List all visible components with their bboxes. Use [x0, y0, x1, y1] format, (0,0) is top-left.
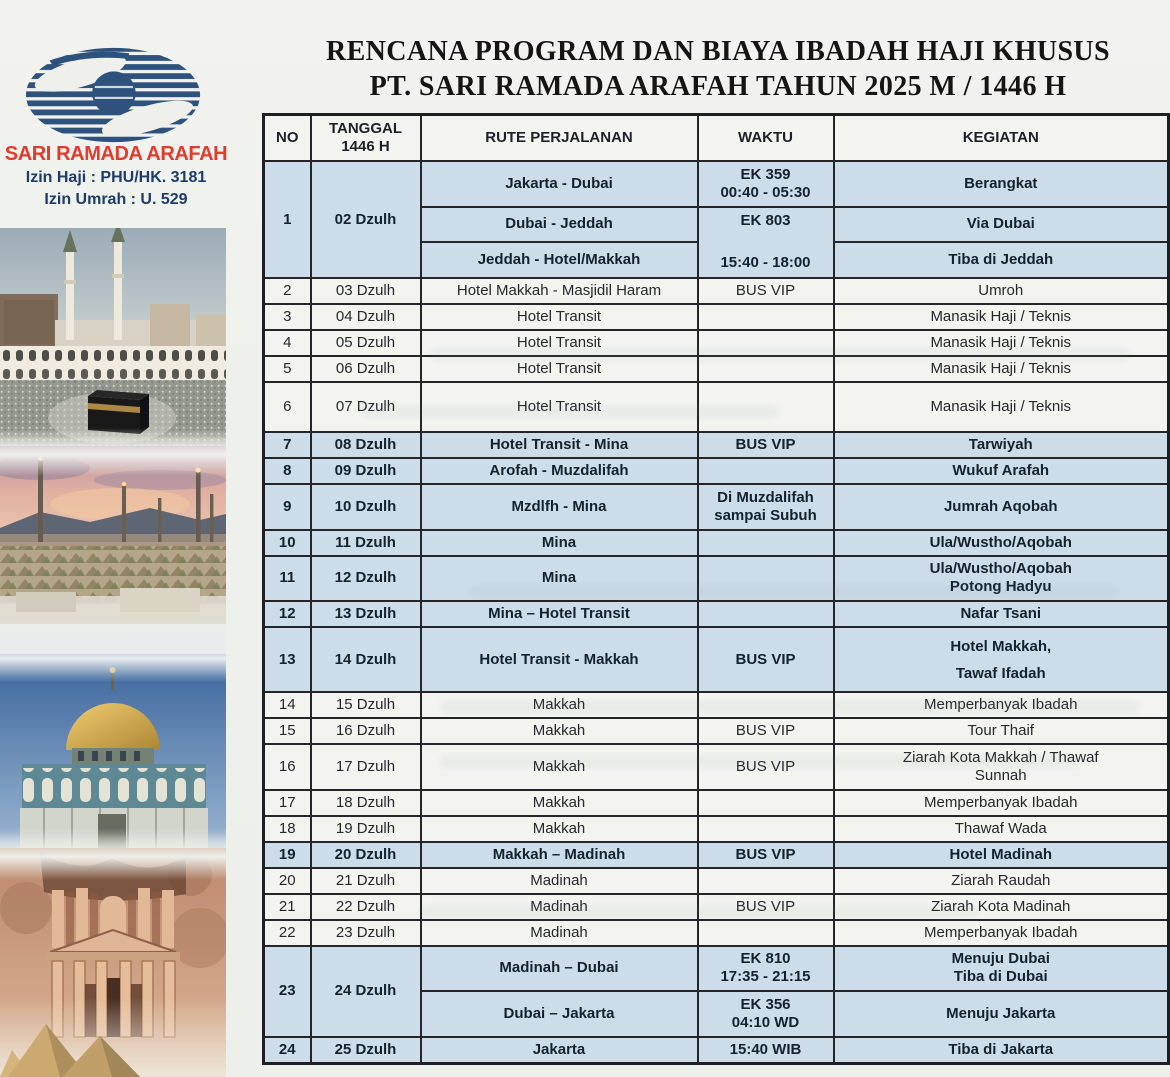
masjid-nabawi-photo	[0, 446, 226, 660]
table-row	[264, 790, 1169, 816]
tanggal-cell: 14 Dzulh	[311, 627, 421, 692]
no-cell: 16	[264, 744, 311, 790]
sari-ramada-arafah-logo-icon	[22, 46, 204, 144]
schedule-table	[262, 113, 1170, 1065]
page-title	[268, 36, 1168, 103]
tanggal-cell: 24 Dzulh	[311, 946, 421, 1037]
rute-cell: Hotel Transit - Makkah	[421, 627, 698, 692]
kegiatan-cell: Ula/Wustho/Aqobah	[834, 530, 1169, 556]
table-row	[264, 842, 1169, 868]
no-cell: 19	[264, 842, 311, 868]
no-cell: 22	[264, 920, 311, 946]
tanggal-cell: 22 Dzulh	[311, 894, 421, 920]
rute-cell: Mina – Hotel Transit	[421, 601, 698, 627]
rute-cell: Madinah	[421, 920, 698, 946]
rute-cell: Makkah	[421, 744, 698, 790]
no-cell: 20	[264, 868, 311, 894]
tanggal-cell: 11 Dzulh	[311, 530, 421, 556]
table-row	[264, 1037, 1169, 1064]
izin-umrah: Izin Umrah : U. 529	[44, 190, 188, 208]
header-kegiatan: KEGIATAN	[834, 115, 1169, 162]
rute-cell: Madinah	[421, 894, 698, 920]
rute-cell: Hotel Transit - Mina	[421, 432, 698, 458]
header-no: NO	[264, 115, 311, 162]
table-row	[264, 330, 1169, 356]
kegiatan-cell: Ula/Wustho/Aqobah Potong Hadyu	[834, 556, 1169, 602]
petra-treasury-photo	[0, 848, 226, 1077]
tanggal-cell: 06 Dzulh	[311, 356, 421, 382]
table-header	[264, 115, 1169, 162]
waktu-cell	[698, 868, 834, 894]
tanggal-cell: 05 Dzulh	[311, 330, 421, 356]
kegiatan-cell: Manasik Haji / Teknis	[834, 356, 1169, 382]
header-rute: RUTE PERJALANAN	[421, 115, 698, 162]
rute-cell: Hotel Makkah - Masjidil Haram	[421, 278, 698, 304]
tanggal-cell: 15 Dzulh	[311, 692, 421, 718]
no-cell: 15	[264, 718, 311, 744]
waktu-cell	[698, 556, 834, 602]
kegiatan-cell: Memperbanyak Ibadah	[834, 920, 1169, 946]
table-row	[264, 278, 1169, 304]
no-cell: 18	[264, 816, 311, 842]
header-tanggal: TANGGAL 1446 H	[311, 115, 421, 162]
table-row	[264, 894, 1169, 920]
no-cell: 1	[264, 161, 311, 278]
rute-cell: Makkah – Madinah	[421, 842, 698, 868]
waktu-cell	[698, 790, 834, 816]
tanggal-cell: 16 Dzulh	[311, 718, 421, 744]
izin-haji: Izin Haji : PHU/HK. 3181	[25, 169, 207, 186]
no-cell: 5	[264, 356, 311, 382]
rute-cell: Mina	[421, 530, 698, 556]
company-name: SARI RAMADA ARAFAH	[4, 143, 228, 165]
no-cell: 2	[264, 278, 311, 304]
tanggal-cell: 21 Dzulh	[311, 868, 421, 894]
kegiatan-cell: Nafar Tsani	[834, 601, 1169, 627]
no-cell: 12	[264, 601, 311, 627]
waktu-cell	[698, 601, 834, 627]
waktu-cell	[698, 920, 834, 946]
no-cell: 8	[264, 458, 311, 484]
dome-of-the-rock-photo	[0, 654, 226, 866]
no-cell: 14	[264, 692, 311, 718]
no-cell: 11	[264, 556, 311, 602]
no-cell: 23	[264, 946, 311, 1037]
waktu-cell	[698, 816, 834, 842]
table-row	[264, 744, 1169, 790]
waktu-cell	[698, 356, 834, 382]
waktu-cell: BUS VIP	[698, 627, 834, 692]
header-waktu: WAKTU	[698, 115, 834, 162]
waktu-cell: BUS VIP	[698, 894, 834, 920]
rute-cell: Hotel Transit	[421, 330, 698, 356]
table-row	[264, 530, 1169, 556]
waktu-cell	[698, 458, 834, 484]
kegiatan-cell: Wukuf Arafah	[834, 458, 1169, 484]
no-cell: 7	[264, 432, 311, 458]
tanggal-cell: 10 Dzulh	[311, 484, 421, 530]
kegiatan-cell: Tarwiyah	[834, 432, 1169, 458]
rute-cell: Makkah	[421, 816, 698, 842]
kegiatan-cell: Hotel Madinah	[834, 842, 1169, 868]
rute-cell: Jakarta - Dubai	[421, 161, 698, 207]
no-cell: 13	[264, 627, 311, 692]
kegiatan-cell: Memperbanyak Ibadah	[834, 692, 1169, 718]
table-row	[264, 356, 1169, 382]
waktu-cell: BUS VIP	[698, 718, 834, 744]
tanggal-cell: 20 Dzulh	[311, 842, 421, 868]
kegiatan-cell: Menuju Jakarta	[834, 991, 1169, 1037]
no-cell: 4	[264, 330, 311, 356]
rute-cell: Makkah	[421, 790, 698, 816]
kegiatan-cell: Thawaf Wada	[834, 816, 1169, 842]
tanggal-cell: 23 Dzulh	[311, 920, 421, 946]
waktu-cell: 15:40 WIB	[698, 1037, 834, 1064]
waktu-cell: BUS VIP	[698, 744, 834, 790]
waktu-cell: EK 359 00:40 - 05:30	[698, 161, 834, 207]
table-row	[264, 816, 1169, 842]
rute-cell: Mina	[421, 556, 698, 602]
tanggal-cell: 12 Dzulh	[311, 556, 421, 602]
kegiatan-cell: Tiba di Jakarta	[834, 1037, 1169, 1064]
tanggal-cell: 09 Dzulh	[311, 458, 421, 484]
table-row	[264, 556, 1169, 602]
waktu-cell: BUS VIP	[698, 842, 834, 868]
rute-cell: Hotel Transit	[421, 356, 698, 382]
waktu-cell: EK 810 17:35 - 21:15	[698, 946, 834, 992]
tanggal-cell: 18 Dzulh	[311, 790, 421, 816]
rute-cell: Arofah - Muzdalifah	[421, 458, 698, 484]
tanggal-cell: 07 Dzulh	[311, 382, 421, 432]
table-row	[264, 432, 1169, 458]
tanggal-cell: 03 Dzulh	[311, 278, 421, 304]
kegiatan-cell: Hotel Makkah, Tawaf Ifadah	[834, 627, 1169, 692]
kegiatan-cell: Manasik Haji / Teknis	[834, 304, 1169, 330]
table-row	[264, 304, 1169, 330]
kegiatan-cell: Manasik Haji / Teknis	[834, 382, 1169, 432]
table-row	[264, 458, 1169, 484]
tanggal-cell: 02 Dzulh	[311, 161, 421, 278]
kegiatan-cell: Ziarah Raudah	[834, 868, 1169, 894]
table-row	[264, 382, 1169, 432]
waktu-cell: Di Muzdalifah sampai Subuh	[698, 484, 834, 530]
rute-cell: Jakarta	[421, 1037, 698, 1064]
table-row	[264, 946, 1169, 992]
license-lines	[0, 167, 232, 210]
kegiatan-cell: Ziarah Kota Makkah / Thawaf Sunnah	[834, 744, 1169, 790]
no-cell: 24	[264, 1037, 311, 1064]
rute-cell: Mzdlfh - Mina	[421, 484, 698, 530]
kegiatan-cell: Menuju Dubai Tiba di Dubai	[834, 946, 1169, 992]
waktu-cell: BUS VIP	[698, 432, 834, 458]
rute-cell: Dubai – Jakarta	[421, 991, 698, 1037]
kegiatan-cell: Umroh	[834, 278, 1169, 304]
table-row	[264, 484, 1169, 530]
no-cell: 10	[264, 530, 311, 556]
kegiatan-cell: Tiba di Jeddah	[834, 242, 1169, 278]
table-row	[264, 627, 1169, 692]
tanggal-cell: 25 Dzulh	[311, 1037, 421, 1064]
kegiatan-cell: Jumrah Aqobah	[834, 484, 1169, 530]
no-cell: 17	[264, 790, 311, 816]
rute-cell: Jeddah - Hotel/Makkah	[421, 242, 698, 278]
no-cell: 6	[264, 382, 311, 432]
rute-cell: Makkah	[421, 692, 698, 718]
title-line-1: RENCANA PROGRAM DAN BIAYA IBADAH HAJI KHUSUS	[325, 36, 1111, 67]
tanggal-cell: 04 Dzulh	[311, 304, 421, 330]
waktu-cell	[698, 304, 834, 330]
kegiatan-cell: Manasik Haji / Teknis	[834, 330, 1169, 356]
tanggal-cell: 19 Dzulh	[311, 816, 421, 842]
table-body	[264, 161, 1169, 1064]
table-row	[264, 718, 1169, 744]
tanggal-cell: 17 Dzulh	[311, 744, 421, 790]
rute-cell: Hotel Transit	[421, 382, 698, 432]
table-row	[264, 868, 1169, 894]
no-cell: 9	[264, 484, 311, 530]
waktu-cell	[698, 382, 834, 432]
rute-cell: Hotel Transit	[421, 304, 698, 330]
no-cell: 21	[264, 894, 311, 920]
kegiatan-cell: Tour Thaif	[834, 718, 1169, 744]
tanggal-cell: 13 Dzulh	[311, 601, 421, 627]
masjid-al-haram-photo	[0, 228, 226, 458]
table-row	[264, 692, 1169, 718]
waktu-cell	[698, 530, 834, 556]
rute-cell: Makkah	[421, 718, 698, 744]
waktu-cell	[698, 330, 834, 356]
kegiatan-cell: Via Dubai	[834, 207, 1169, 243]
rute-cell: Dubai - Jeddah	[421, 207, 698, 243]
title-line-2: PT. SARI RAMADA ARAFAH TAHUN 2025 M / 1446 H	[369, 71, 1067, 102]
waktu-cell	[698, 692, 834, 718]
table-row	[264, 601, 1169, 627]
rute-cell: Madinah – Dubai	[421, 946, 698, 992]
waktu-cell: EK 356 04:10 WD	[698, 991, 834, 1037]
kegiatan-cell: Ziarah Kota Madinah	[834, 894, 1169, 920]
kegiatan-cell: Memperbanyak Ibadah	[834, 790, 1169, 816]
waktu-cell: BUS VIP	[698, 278, 834, 304]
rute-cell: Madinah	[421, 868, 698, 894]
no-cell: 3	[264, 304, 311, 330]
waktu-cell: EK 803 15:40 - 18:00	[698, 207, 834, 279]
tanggal-cell: 08 Dzulh	[311, 432, 421, 458]
kegiatan-cell: Berangkat	[834, 161, 1169, 207]
table-row	[264, 920, 1169, 946]
table-row	[264, 161, 1169, 207]
landmark-photo-strip	[0, 228, 226, 1077]
sidebar	[0, 0, 232, 1077]
